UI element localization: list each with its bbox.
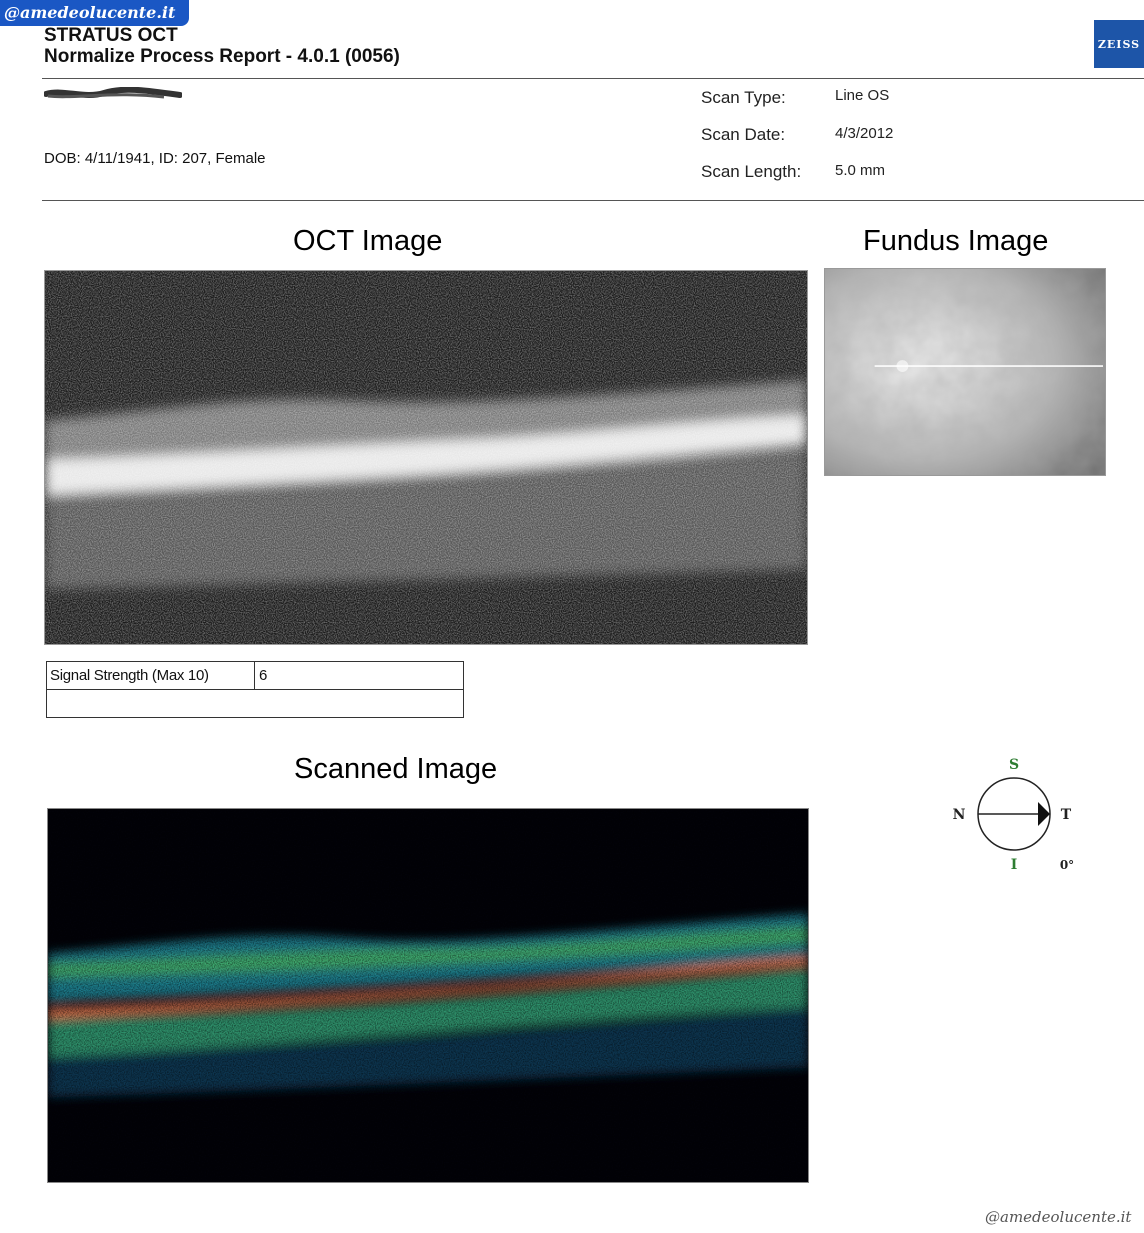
- compass-superior: S: [1008, 757, 1020, 773]
- signal-strength-value: 6: [259, 667, 268, 684]
- info-divider: [42, 200, 1144, 201]
- scan-length-value: 5.0 mm: [835, 162, 886, 179]
- fundus-image: [824, 268, 1106, 476]
- scanned-image: [47, 808, 809, 1183]
- signal-strength-label: Signal Strength (Max 10): [50, 667, 209, 684]
- signal-strength-row: [47, 662, 463, 690]
- zeiss-logo: [1094, 20, 1144, 68]
- scan-orientation-diagram: [946, 752, 1086, 882]
- header-divider: [42, 78, 1144, 79]
- oct-image: [44, 270, 808, 645]
- scan-date-label: Scan Date:: [701, 125, 786, 144]
- scan-length-label: Scan Length:: [701, 162, 802, 181]
- scan-direction-arrow-icon: [1038, 802, 1050, 826]
- table-cell-divider: [254, 662, 255, 690]
- signal-strength-table: [46, 661, 464, 718]
- compass-temporal: T: [1060, 807, 1072, 823]
- scan-type-label: Scan Type:: [701, 88, 786, 107]
- compass-inferior: I: [1010, 857, 1018, 873]
- patient-dob-id: DOB: 4/11/1941, ID: 207, Female: [44, 150, 266, 167]
- compass-nasal: N: [952, 807, 966, 823]
- redacted-patient-name: [44, 87, 182, 101]
- scan-type-value: Line OS: [835, 87, 890, 104]
- scan-date-value: 4/3/2012: [835, 125, 894, 142]
- report-product-title: STRATUS OCT: [44, 25, 178, 46]
- watermark-footer: @amedeolucente.it: [985, 1208, 1132, 1226]
- compass-angle: 0°: [1059, 858, 1075, 872]
- report-subtitle: Normalize Process Report - 4.0.1 (0056): [44, 46, 400, 67]
- oct-image-title: OCT Image: [293, 225, 443, 257]
- zeiss-logo-text: ZEISS: [1097, 37, 1141, 51]
- scanned-image-title: Scanned Image: [294, 753, 498, 785]
- watermark-badge: @amedeolucente.it: [0, 0, 189, 26]
- fundus-image-title: Fundus Image: [863, 225, 1049, 257]
